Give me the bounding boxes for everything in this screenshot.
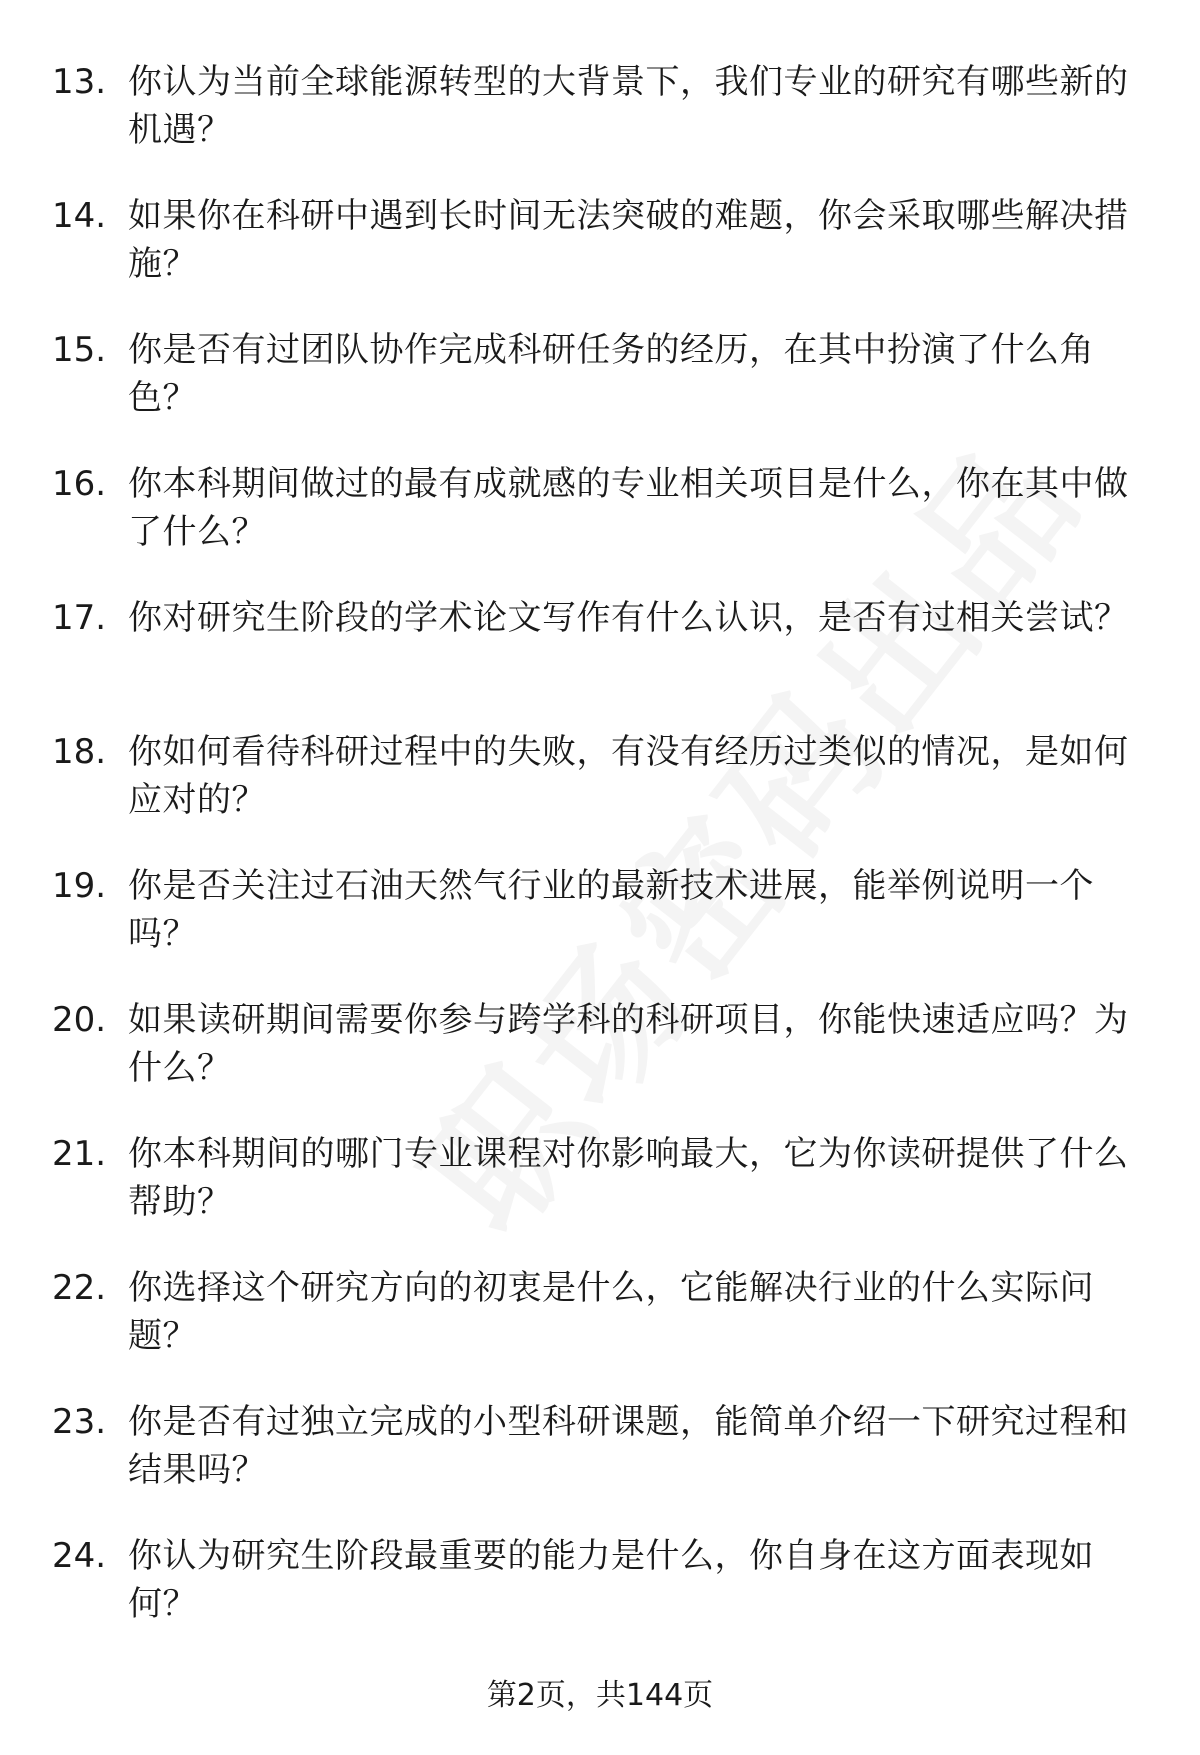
- question-item: [52, 1264, 1152, 1398]
- question-text: 你是否关注过石油天然气行业的最新技术进展，能举例说明一个吗？: [128, 866, 1094, 954]
- question-text: 你如何看待科研过程中的失败，有没有经历过类似的情况，是如何应对的？: [128, 732, 1129, 820]
- question-item: [52, 58, 1152, 192]
- question-number: 21.: [52, 1134, 107, 1174]
- question-number: 13.: [52, 62, 107, 102]
- question-number: 23.: [52, 1402, 107, 1442]
- question-number: 16.: [52, 464, 107, 504]
- question-number: 19.: [52, 866, 107, 906]
- question-text: 如果你在科研中遇到长时间无法突破的难题，你会采取哪些解决措施？: [128, 196, 1129, 284]
- question-text: 你对研究生阶段的学术论文写作有什么认识，是否有过相关尝试？: [128, 598, 1129, 638]
- question-item: [52, 1532, 1152, 1666]
- question-number: 15.: [52, 330, 107, 370]
- question-item: [52, 326, 1152, 460]
- question-text: 你认为当前全球能源转型的大背景下，我们专业的研究有哪些新的机遇？: [128, 62, 1129, 150]
- question-item: [52, 996, 1152, 1130]
- question-text: 如果读研期间需要你参与跨学科的科研项目，你能快速适应吗？为什么？: [128, 1000, 1129, 1088]
- question-item: [52, 594, 1152, 728]
- page-number-label: 第2页，共144页: [486, 1678, 714, 1713]
- question-text: 你认为研究生阶段最重要的能力是什么，你自身在这方面表现如何？: [128, 1536, 1094, 1624]
- question-number: 14.: [52, 196, 107, 236]
- page-footer: [0, 1676, 1200, 1716]
- question-item: [52, 1398, 1152, 1532]
- question-text: 你本科期间的哪门专业课程对你影响最大，它为你读研提供了什么帮助？: [128, 1134, 1129, 1222]
- question-text: 你是否有过团队协作完成科研任务的经历，在其中扮演了什么角色？: [128, 330, 1094, 418]
- question-item: [52, 192, 1152, 326]
- question-list: [52, 58, 1152, 1666]
- question-number: 17.: [52, 598, 107, 638]
- question-item: [52, 460, 1152, 594]
- question-number: 24.: [52, 1536, 107, 1576]
- question-item: [52, 728, 1152, 862]
- question-item: [52, 862, 1152, 996]
- question-text: 你是否有过独立完成的小型科研课题，能简单介绍一下研究过程和结果吗？: [128, 1402, 1129, 1490]
- question-number: 18.: [52, 732, 107, 772]
- question-text: 你本科期间做过的最有成就感的专业相关项目是什么，你在其中做了什么？: [128, 464, 1129, 552]
- question-item: [52, 1130, 1152, 1264]
- question-number: 20.: [52, 1000, 107, 1040]
- question-number: 22.: [52, 1268, 107, 1308]
- question-text: 你选择这个研究方向的初衷是什么，它能解决行业的什么实际问题？: [128, 1268, 1094, 1356]
